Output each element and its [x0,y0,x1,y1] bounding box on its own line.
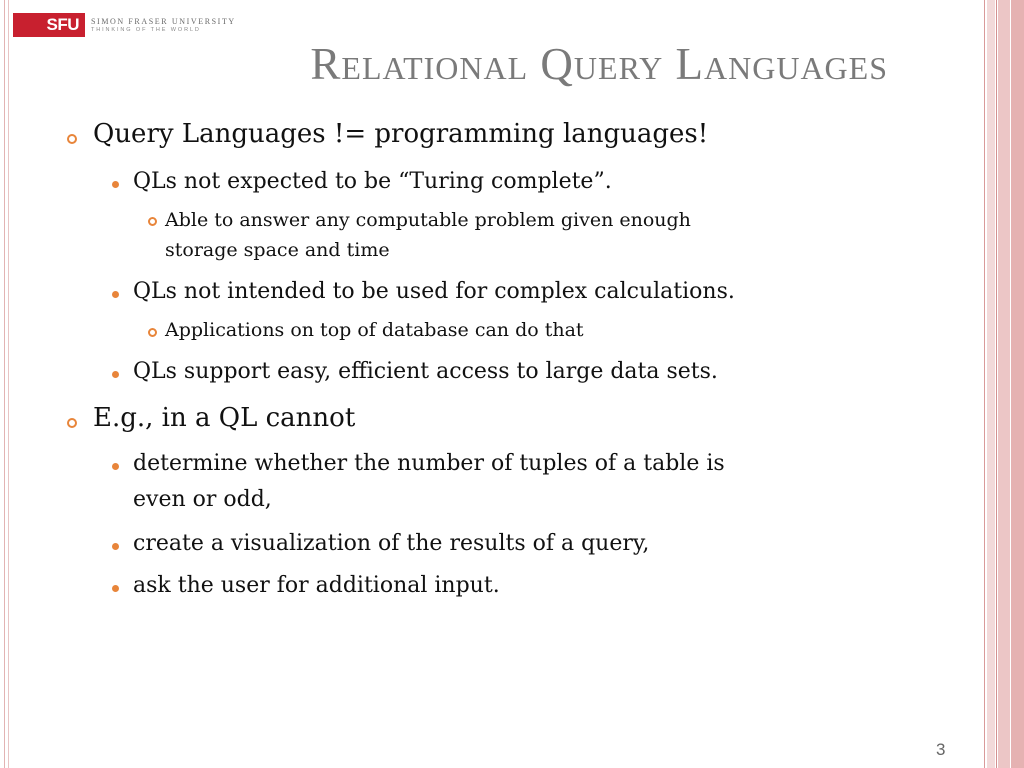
bullet-level3: Applications on top of database can do that [165,319,584,341]
page-number: 3 [936,740,946,759]
bullet-level2: QLs not expected to be “Turing complete”. [133,169,612,194]
bullet-level1: E.g., in a QL cannot [93,403,356,433]
level2-bullet-icon [112,291,119,298]
bullet-level2: determine whether the number of tuples of a table is [133,451,725,476]
level2-bullet-icon [112,543,119,550]
slide-title: Relational Query Languages [310,39,888,89]
left-border-line [8,0,9,768]
bullet-level2: QLs not intended to be used for complex calculations. [133,279,735,304]
bullet-level2: create a visualization of the results of a query, [133,531,650,556]
level3-bullet-icon [148,217,157,226]
bullet-level3-continuation: storage space and time [165,239,390,261]
logo-mark: SFU [13,13,85,37]
logo-tagline: THINKING OF THE WORLD [91,26,201,33]
bullet-level3: Able to answer any computable problem given enough [165,209,691,231]
level1-bullet-icon [67,134,77,144]
level2-bullet-icon [112,585,119,592]
left-border-line [4,0,5,768]
bullet-level1: Query Languages != programming languages! [93,119,709,149]
level2-bullet-icon [112,371,119,378]
level2-bullet-icon [112,181,119,188]
university-logo [13,13,236,37]
bullet-level2: QLs support easy, efficient access to large data sets. [133,359,718,384]
bullet-level2: ask the user for additional input. [133,573,500,598]
level3-bullet-icon [148,328,157,337]
right-decorative-stripes [984,0,1024,768]
level1-bullet-icon [67,418,77,428]
logo-university-name: SIMON FRASER UNIVERSITY [91,16,236,26]
level2-bullet-icon [112,463,119,470]
bullet-level2-continuation: even or odd, [133,487,272,512]
